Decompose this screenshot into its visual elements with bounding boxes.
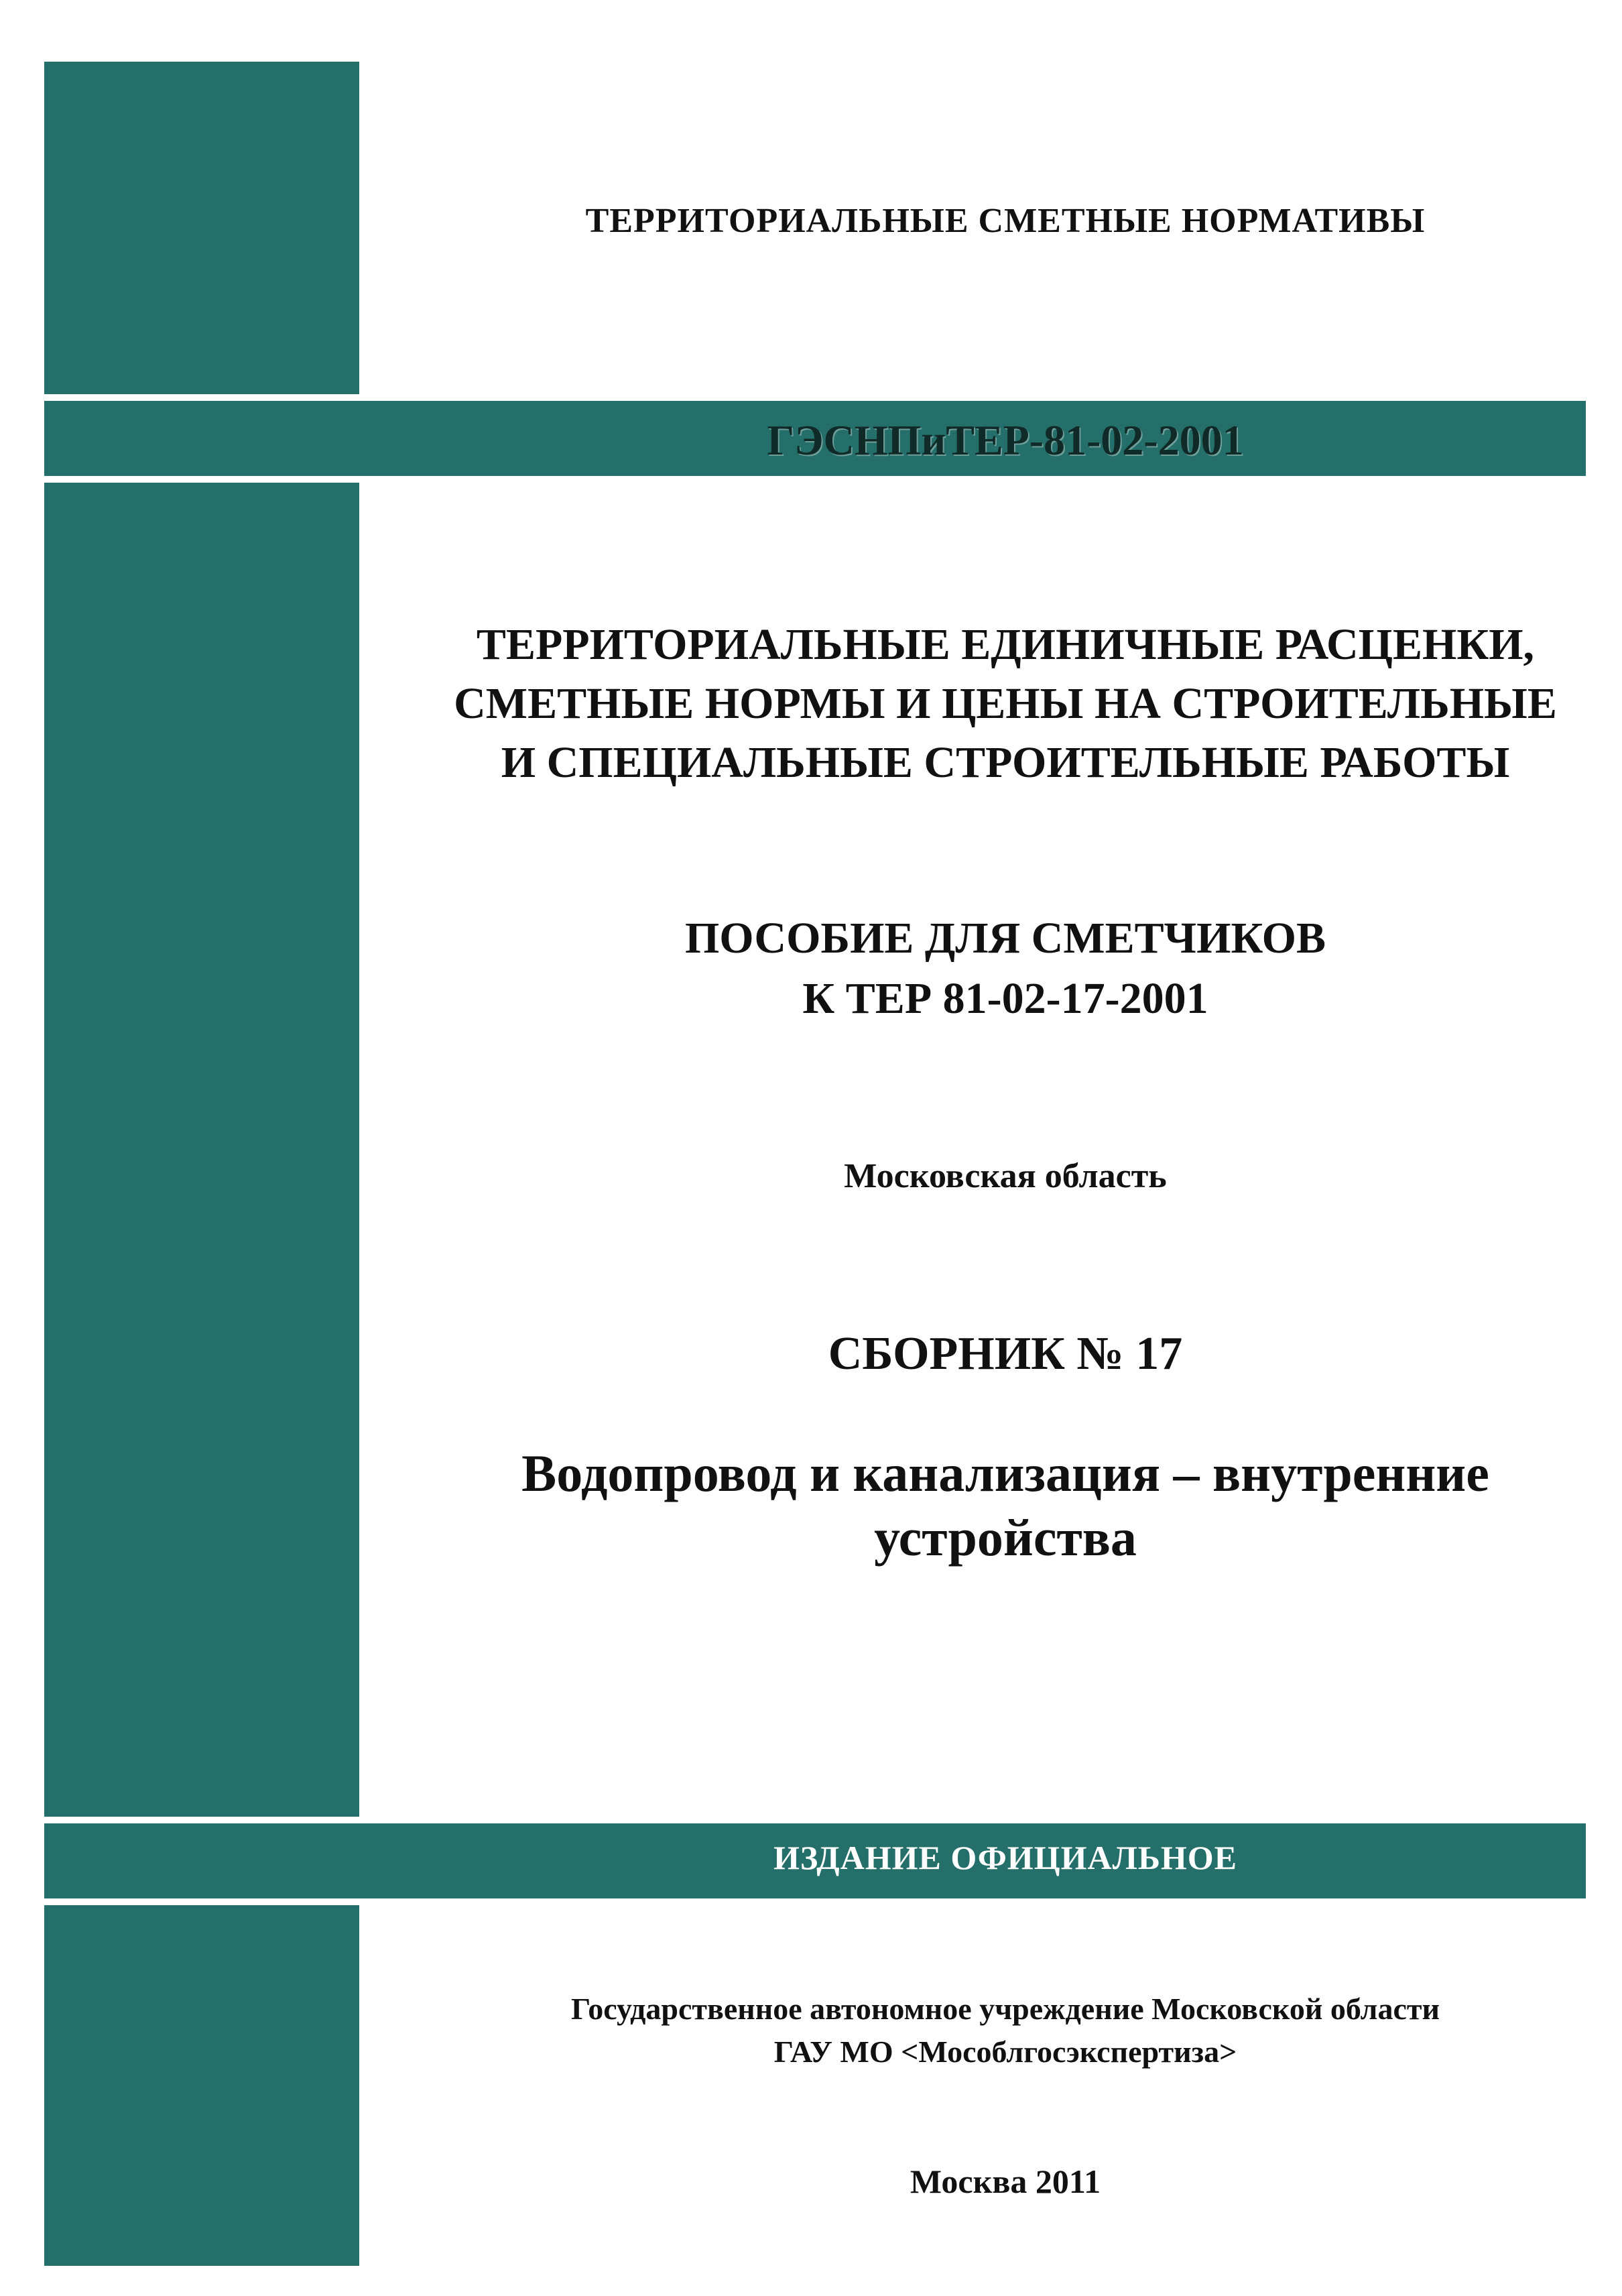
collection-subject [362,1441,1622,1570]
subject-line: устройства [874,1508,1137,1567]
manual-title-line: ПОСОБИЕ ДЛЯ СМЕТЧИКОВ [684,914,1326,963]
stripe-gap-top-lower [44,476,359,483]
main-title-line: СМЕТНЫЕ НОРМЫ И ЦЕНЫ НА СТРОИТЕЛЬНЫЕ [454,679,1557,728]
series-title: ТЕРРИТОРИАЛЬНЫЕ СМЕТНЫЕ НОРМАТИВЫ [585,202,1426,240]
edition-label: ИЗДАНИЕ ОФИЦИАЛЬНОЕ [773,1839,1238,1876]
stripe-gap-bottom [44,1817,359,1823]
publisher-line: Государственное автономное учреждение Московской области [570,1992,1440,2026]
stripe-gap-top [44,394,359,401]
collection-number: СБОРНИК № 17 [828,1328,1183,1380]
stripe-gap-bottom-lower [44,1898,359,1905]
city-year: Москва 2011 [910,2163,1101,2200]
publisher-line: ГАУ МО <Мособлгосэкспертиза> [773,2035,1237,2069]
subject-line: Водопровод и канализация – внутренние [521,1444,1489,1502]
main-title-line: И СПЕЦИАЛЬНЫЕ СТРОИТЕЛЬНЫЕ РАБОТЫ [501,738,1510,787]
publisher [362,1988,1622,2073]
region: Московская область [844,1157,1167,1195]
decorative-vertical-stripe [44,62,359,2266]
main-title [362,615,1622,792]
document-code: ГЭСНПиТЕР-81-02-2001 [767,416,1244,464]
main-title-line: ТЕРРИТОРИАЛЬНЫЕ ЕДИНИЧНЫЕ РАСЦЕНКИ, [476,620,1535,669]
manual-title-line: К ТЕР 81-02-17-2001 [802,974,1208,1023]
manual-title [362,908,1622,1029]
